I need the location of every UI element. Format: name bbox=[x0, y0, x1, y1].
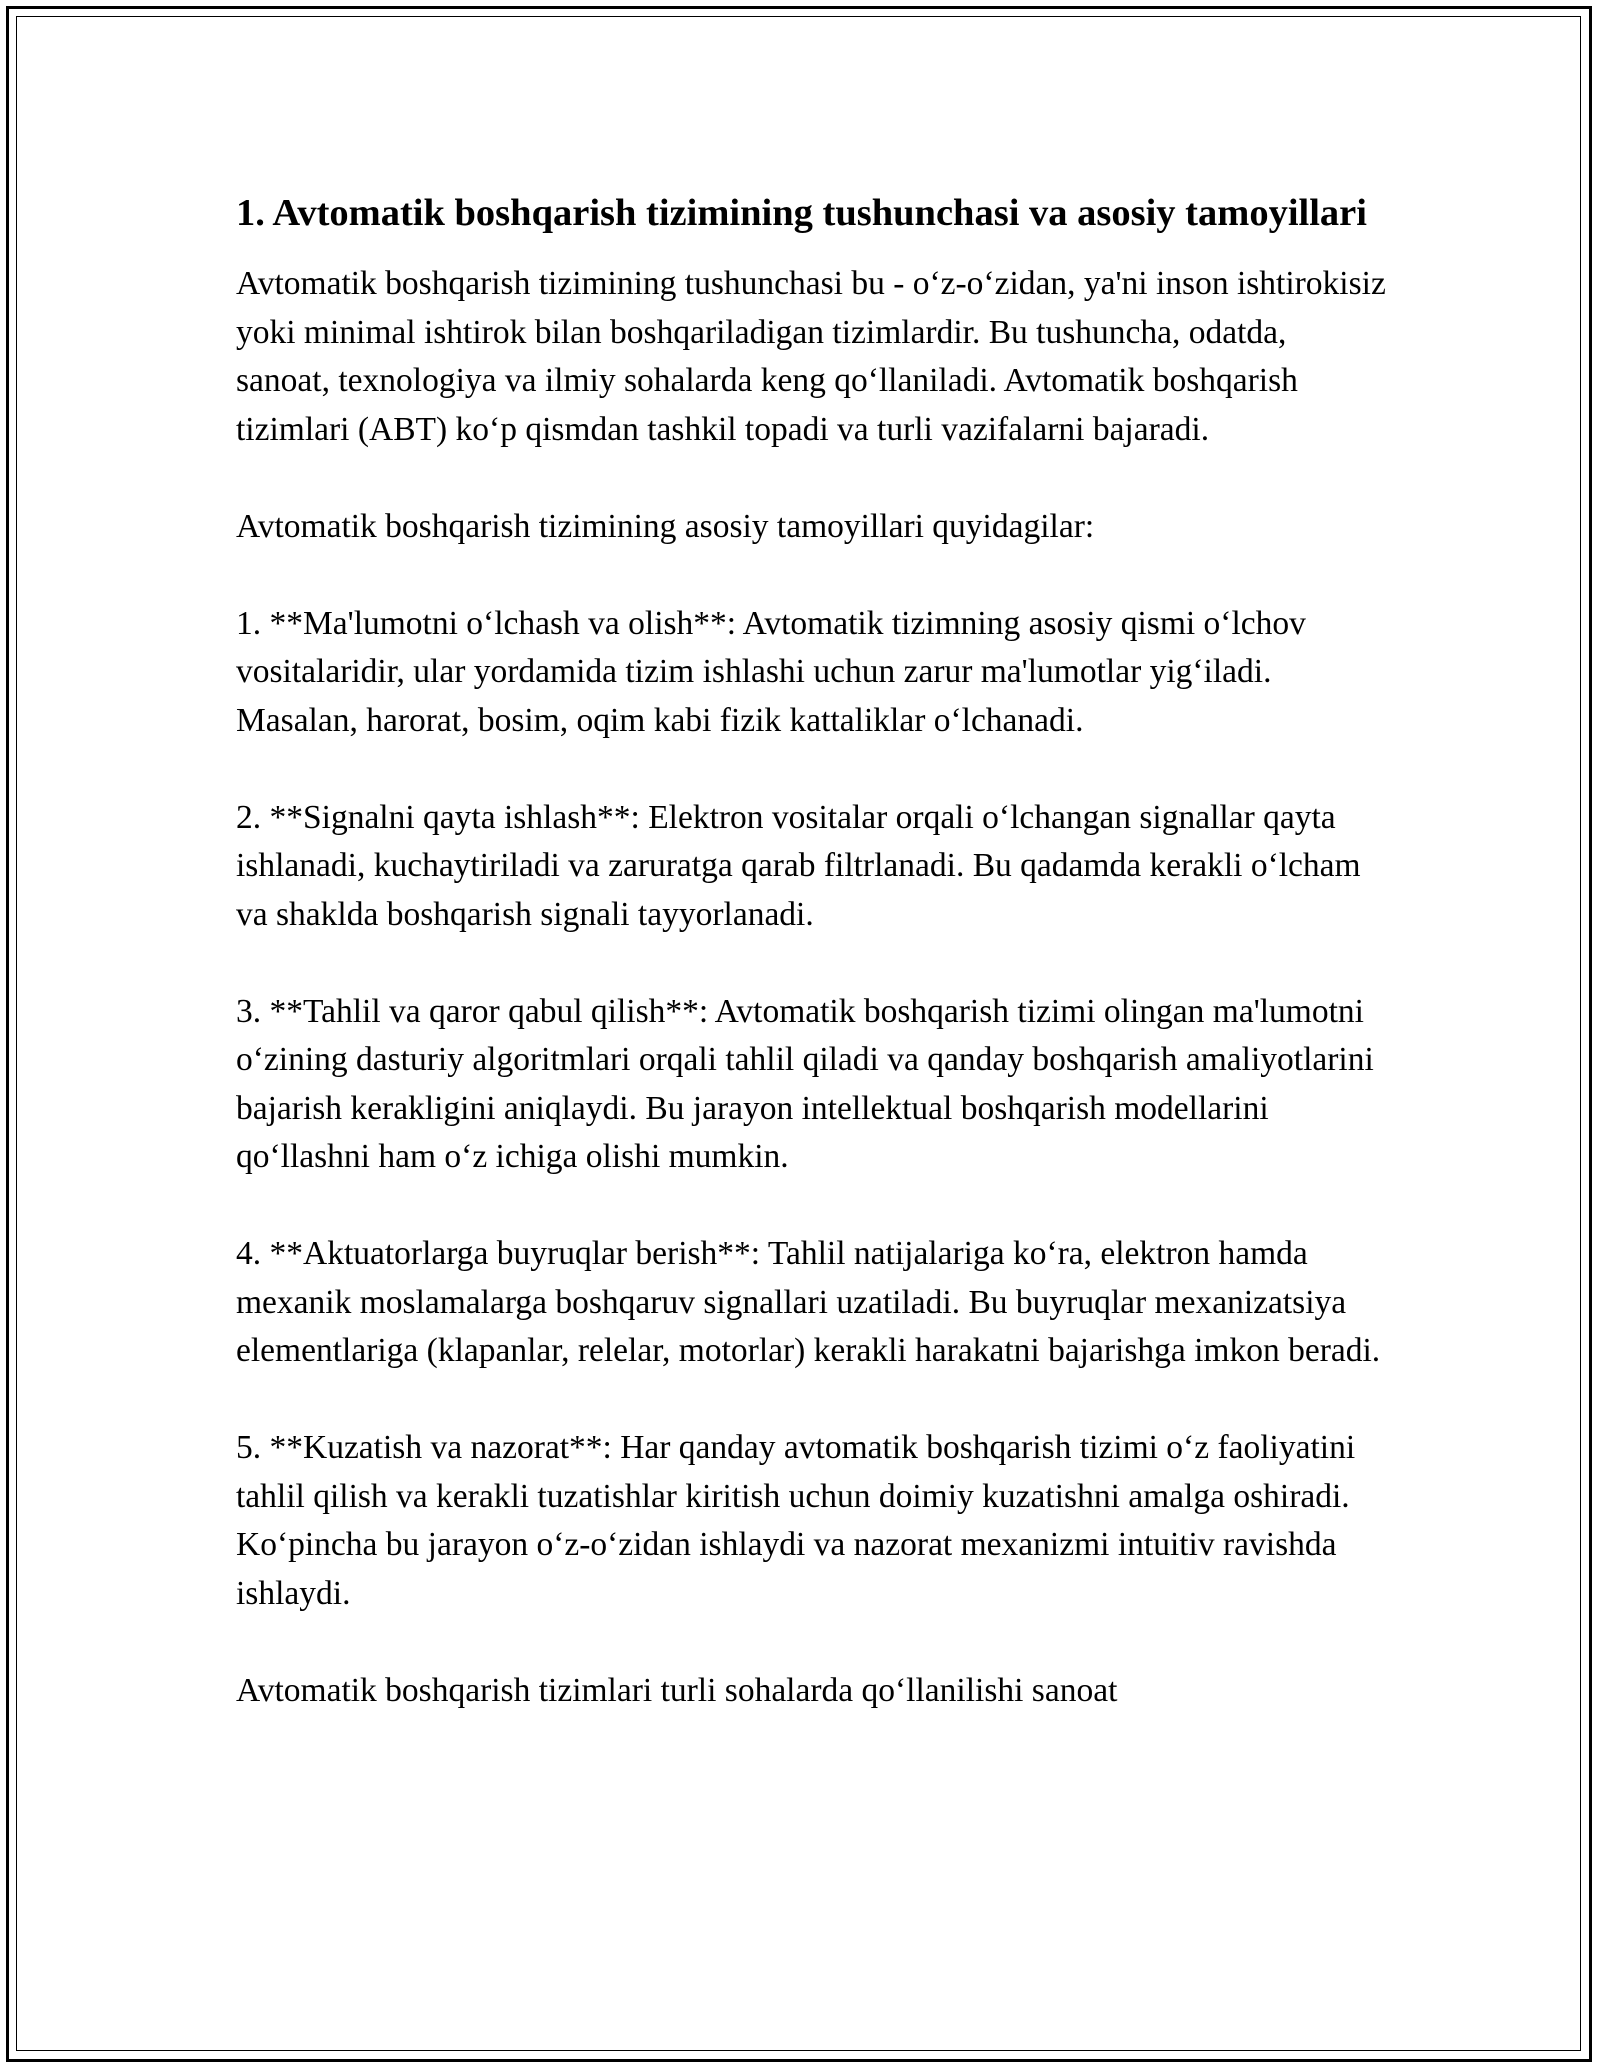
principle-1-paragraph: 1. **Ma'lumotni o‘lchash va olish**: Avtomatik tizimning asosiy qismi o‘lchov vositalaridir, ular yordamida tizim ishlashi uchun zarur ma'lumotlar yig‘iladi. Masalan, harorat, bosim, oqim kabi fizik kattaliklar o‘lchanadi. bbox=[236, 604, 1306, 739]
closing-paragraph: Avtomatik boshqarish tizimlari turli sohalarda qo‘llanilishi sanoat bbox=[236, 1671, 1118, 1709]
section-title: 1. Avtomatik boshqarish tizimining tushunchasi va asosiy tamoyillari bbox=[236, 192, 1367, 234]
principles-intro-paragraph: Avtomatik boshqarish tizimining asosiy tamoyillari quyidagilar: bbox=[236, 507, 1095, 545]
principle-4-paragraph: 4. **Aktuatorlarga buyruqlar berish**: Tahlil natijalariga ko‘ra, elektron hamda mexanik moslamalarga boshqaruv signallari uzatiladi. Bu buyruqlar mexanizatsiya elementlariga (klapanlar, relelar, motorlar) kerakli harakatni bajarishga imkon beradi. bbox=[236, 1235, 1381, 1369]
principle-5-paragraph: 5. **Kuzatish va nazorat**: Har qanday avtomatik boshqarish tizimi o‘z faoliyatini tahlil qilish va kerakli tuzatishlar kiritish uchun doimiy kuzatishni amalga oshiradi. Ko‘pincha bu jarayon o‘z-o‘zidan ishlaydi va nazorat mexanizmi intuitiv ravishda ishlaydi. bbox=[236, 1429, 1356, 1612]
intro-paragraph: Avtomatik boshqarish tizimining tushunchasi bu - o‘z-o‘zidan, ya'ni inson ishtirokisiz yoki minimal ishtirok bilan boshqariladigan tizimlardir. Bu tushuncha, odatda, sanoat, texnologiya va ilmiy sohalarda keng qo‘llaniladi. Avtomatik boshqarish tizimlari (ABT) ko‘p qismdan tashkil topadi va turli vazifalarni bajaradi. bbox=[236, 265, 1386, 448]
principle-2-paragraph: 2. **Signalni qayta ishlash**: Elektron vositalar orqali o‘lchangan signallar qayta ishlanadi, kuchaytiriladi va zaruratga qarab filtrlanadi. Bu qadamda kerakli o‘lcham va shaklda boshqarish signali tayyorlanadi. bbox=[236, 798, 1361, 933]
principle-3-paragraph: 3. **Tahlil va qaror qabul qilish**: Avtomatik boshqarish tizimi olingan ma'lumotni o‘zining dasturiy algoritmlari orqali tahlil qiladi va qanday boshqarish amaliyotlarini bajarish kerakligini aniqlaydi. Bu jarayon intellektual boshqarish modellarini qo‘llashni ham o‘z ichiga olishi mumkin. bbox=[236, 992, 1374, 1175]
document-body bbox=[236, 186, 1386, 1764]
